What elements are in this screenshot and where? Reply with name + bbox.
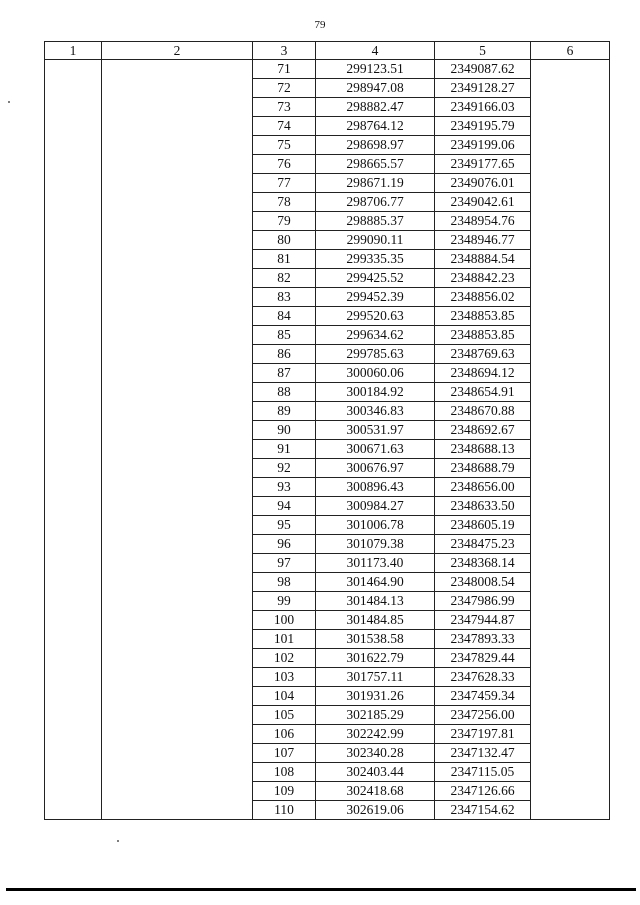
y-coordinate-cell: 2347986.99 xyxy=(435,592,531,611)
y-coordinate-cell: 2347459.34 xyxy=(435,687,531,706)
stray-mark xyxy=(117,840,119,842)
x-coordinate-cell: 302403.44 xyxy=(316,763,435,782)
x-coordinate-cell: 301484.85 xyxy=(316,611,435,630)
point-number-cell: 90 xyxy=(253,421,316,440)
x-coordinate-cell: 301464.90 xyxy=(316,573,435,592)
y-coordinate-cell: 2347893.33 xyxy=(435,630,531,649)
x-coordinate-cell: 300896.43 xyxy=(316,478,435,497)
point-number-cell: 86 xyxy=(253,345,316,364)
y-coordinate-cell: 2348688.13 xyxy=(435,440,531,459)
x-coordinate-cell: 300346.83 xyxy=(316,402,435,421)
y-coordinate-cell: 2348688.79 xyxy=(435,459,531,478)
y-coordinate-cell: 2349177.65 xyxy=(435,155,531,174)
x-coordinate-cell: 301173.40 xyxy=(316,554,435,573)
x-coordinate-cell: 302418.68 xyxy=(316,782,435,801)
y-coordinate-cell: 2347154.62 xyxy=(435,801,531,820)
col2-cell xyxy=(102,60,253,820)
x-coordinate-cell: 299123.51 xyxy=(316,60,435,79)
point-number-cell: 108 xyxy=(253,763,316,782)
point-number-cell: 78 xyxy=(253,193,316,212)
x-coordinate-cell: 298706.77 xyxy=(316,193,435,212)
y-coordinate-cell: 2348008.54 xyxy=(435,573,531,592)
point-number-cell: 83 xyxy=(253,288,316,307)
point-number-cell: 82 xyxy=(253,269,316,288)
point-number-cell: 79 xyxy=(253,212,316,231)
x-coordinate-cell: 299452.39 xyxy=(316,288,435,307)
y-coordinate-cell: 2348856.02 xyxy=(435,288,531,307)
column-header: 6 xyxy=(531,42,610,60)
x-coordinate-cell: 301757.11 xyxy=(316,668,435,687)
y-coordinate-cell: 2347197.81 xyxy=(435,725,531,744)
point-number-cell: 93 xyxy=(253,478,316,497)
y-coordinate-cell: 2349087.62 xyxy=(435,60,531,79)
point-number-cell: 105 xyxy=(253,706,316,725)
x-coordinate-cell: 299090.11 xyxy=(316,231,435,250)
x-coordinate-cell: 299520.63 xyxy=(316,307,435,326)
x-coordinate-cell: 298947.08 xyxy=(316,79,435,98)
point-number-cell: 104 xyxy=(253,687,316,706)
y-coordinate-cell: 2349128.27 xyxy=(435,79,531,98)
point-number-cell: 109 xyxy=(253,782,316,801)
point-number-cell: 76 xyxy=(253,155,316,174)
x-coordinate-cell: 301931.26 xyxy=(316,687,435,706)
y-coordinate-cell: 2347132.47 xyxy=(435,744,531,763)
point-number-cell: 77 xyxy=(253,174,316,193)
y-coordinate-cell: 2349195.79 xyxy=(435,117,531,136)
x-coordinate-cell: 301006.78 xyxy=(316,516,435,535)
point-number-cell: 110 xyxy=(253,801,316,820)
y-coordinate-cell: 2348633.50 xyxy=(435,497,531,516)
y-coordinate-cell: 2347115.05 xyxy=(435,763,531,782)
x-coordinate-cell: 298665.57 xyxy=(316,155,435,174)
point-number-cell: 84 xyxy=(253,307,316,326)
column-header: 5 xyxy=(435,42,531,60)
point-number-cell: 92 xyxy=(253,459,316,478)
point-number-cell: 72 xyxy=(253,79,316,98)
column-header: 2 xyxy=(102,42,253,60)
x-coordinate-cell: 298885.37 xyxy=(316,212,435,231)
x-coordinate-cell: 300184.92 xyxy=(316,383,435,402)
x-coordinate-cell: 301079.38 xyxy=(316,535,435,554)
y-coordinate-cell: 2348769.63 xyxy=(435,345,531,364)
x-coordinate-cell: 302340.28 xyxy=(316,744,435,763)
point-number-cell: 95 xyxy=(253,516,316,535)
table-header-row xyxy=(45,42,610,60)
x-coordinate-cell: 299785.63 xyxy=(316,345,435,364)
point-number-cell: 87 xyxy=(253,364,316,383)
x-coordinate-cell: 300671.63 xyxy=(316,440,435,459)
x-coordinate-cell: 298882.47 xyxy=(316,98,435,117)
y-coordinate-cell: 2347126.66 xyxy=(435,782,531,801)
point-number-cell: 103 xyxy=(253,668,316,687)
y-coordinate-cell: 2348670.88 xyxy=(435,402,531,421)
point-number-cell: 75 xyxy=(253,136,316,155)
x-coordinate-cell: 299425.52 xyxy=(316,269,435,288)
point-number-cell: 100 xyxy=(253,611,316,630)
point-number-cell: 106 xyxy=(253,725,316,744)
point-number-cell: 97 xyxy=(253,554,316,573)
y-coordinate-cell: 2348954.76 xyxy=(435,212,531,231)
y-coordinate-cell: 2349166.03 xyxy=(435,98,531,117)
y-coordinate-cell: 2348654.91 xyxy=(435,383,531,402)
x-coordinate-cell: 300984.27 xyxy=(316,497,435,516)
point-number-cell: 80 xyxy=(253,231,316,250)
y-coordinate-cell: 2348853.85 xyxy=(435,326,531,345)
point-number-cell: 96 xyxy=(253,535,316,554)
col1-cell xyxy=(45,60,102,820)
point-number-cell: 89 xyxy=(253,402,316,421)
point-number-cell: 99 xyxy=(253,592,316,611)
column-header: 4 xyxy=(316,42,435,60)
point-number-cell: 73 xyxy=(253,98,316,117)
y-coordinate-cell: 2348842.23 xyxy=(435,269,531,288)
x-coordinate-cell: 299335.35 xyxy=(316,250,435,269)
point-number-cell: 102 xyxy=(253,649,316,668)
x-coordinate-cell: 301622.79 xyxy=(316,649,435,668)
y-coordinate-cell: 2349042.61 xyxy=(435,193,531,212)
x-coordinate-cell: 299634.62 xyxy=(316,326,435,345)
point-number-cell: 101 xyxy=(253,630,316,649)
y-coordinate-cell: 2349076.01 xyxy=(435,174,531,193)
x-coordinate-cell: 300060.06 xyxy=(316,364,435,383)
point-number-cell: 98 xyxy=(253,573,316,592)
y-coordinate-cell: 2348656.00 xyxy=(435,478,531,497)
y-coordinate-cell: 2349199.06 xyxy=(435,136,531,155)
x-coordinate-cell: 301484.13 xyxy=(316,592,435,611)
x-coordinate-cell: 302619.06 xyxy=(316,801,435,820)
point-number-cell: 74 xyxy=(253,117,316,136)
y-coordinate-cell: 2348853.85 xyxy=(435,307,531,326)
point-number-cell: 107 xyxy=(253,744,316,763)
column-header: 3 xyxy=(253,42,316,60)
x-coordinate-cell: 300531.97 xyxy=(316,421,435,440)
x-coordinate-cell: 298698.97 xyxy=(316,136,435,155)
y-coordinate-cell: 2348946.77 xyxy=(435,231,531,250)
y-coordinate-cell: 2348692.67 xyxy=(435,421,531,440)
x-coordinate-cell: 302242.99 xyxy=(316,725,435,744)
point-number-cell: 71 xyxy=(253,60,316,79)
table-body xyxy=(45,60,610,820)
y-coordinate-cell: 2347628.33 xyxy=(435,668,531,687)
point-number-cell: 88 xyxy=(253,383,316,402)
y-coordinate-cell: 2348475.23 xyxy=(435,535,531,554)
point-number-cell: 85 xyxy=(253,326,316,345)
x-coordinate-cell: 300676.97 xyxy=(316,459,435,478)
coordinates-table xyxy=(44,41,610,820)
x-coordinate-cell: 302185.29 xyxy=(316,706,435,725)
page-number: 79 xyxy=(314,19,326,31)
x-coordinate-cell: 298671.19 xyxy=(316,174,435,193)
y-coordinate-cell: 2347829.44 xyxy=(435,649,531,668)
bottom-rule xyxy=(6,888,636,891)
y-coordinate-cell: 2348368.14 xyxy=(435,554,531,573)
table-row xyxy=(45,60,610,79)
y-coordinate-cell: 2348605.19 xyxy=(435,516,531,535)
col6-cell xyxy=(531,60,610,820)
y-coordinate-cell: 2348884.54 xyxy=(435,250,531,269)
column-header: 1 xyxy=(45,42,102,60)
point-number-cell: 94 xyxy=(253,497,316,516)
y-coordinate-cell: 2347944.87 xyxy=(435,611,531,630)
y-coordinate-cell: 2348694.12 xyxy=(435,364,531,383)
point-number-cell: 91 xyxy=(253,440,316,459)
x-coordinate-cell: 298764.12 xyxy=(316,117,435,136)
stray-mark xyxy=(8,101,10,103)
x-coordinate-cell: 301538.58 xyxy=(316,630,435,649)
point-number-cell: 81 xyxy=(253,250,316,269)
y-coordinate-cell: 2347256.00 xyxy=(435,706,531,725)
